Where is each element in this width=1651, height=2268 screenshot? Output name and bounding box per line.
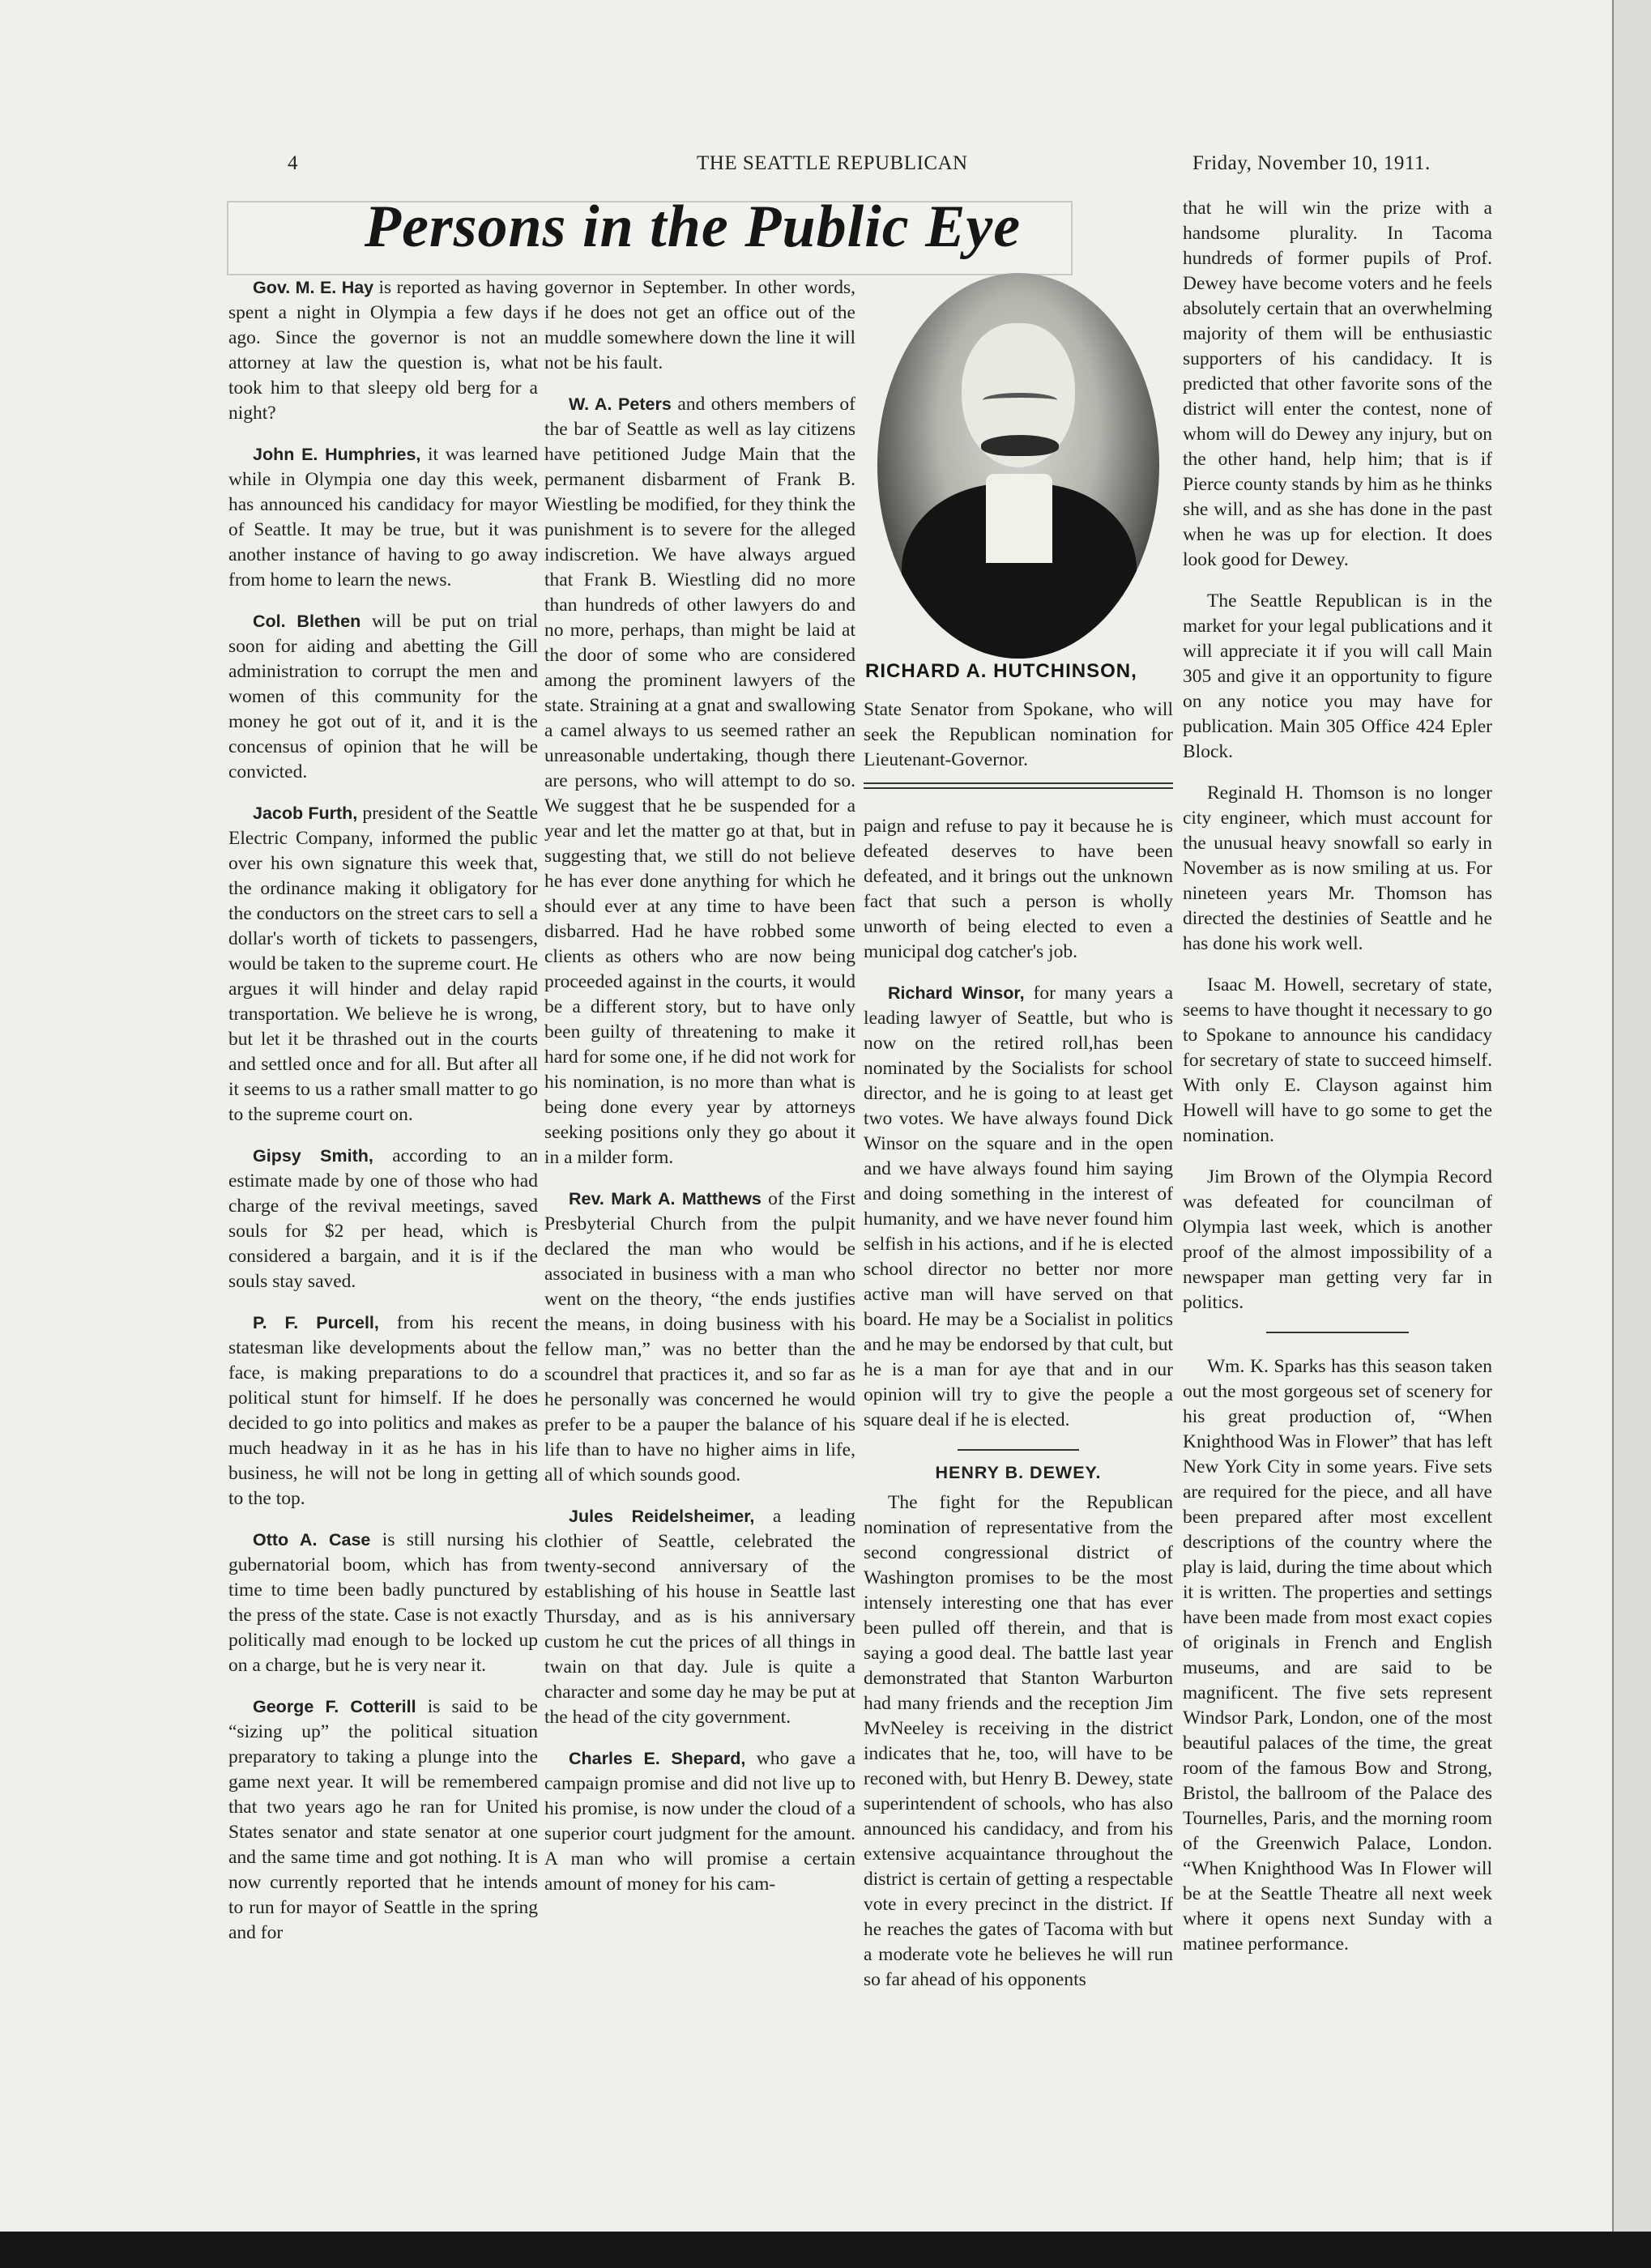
portrait-photo <box>877 273 1159 659</box>
portrait-caption: State Senator from Spokane, who will seek the Republican nomination for Lieutenant-Governor. <box>864 699 1173 770</box>
article-thomson: Reginald H. Thomson is no longer city engineer, which must account for the unusual heavy snowfall so early in November as is now smiling at us. For nineteen years Mr. Thomson has directed the destinies of Seattle and he has done his work well. <box>1183 782 1492 954</box>
paper-name: THE SEATTLE REPUBLICAN <box>697 152 968 174</box>
article-blethen: Col. Blethen will be put on trial soon for aiding and abetting the Gill administration to corrupt the men and women of this community for the money he got out of it, and it is the concensus of opinion that he will be convicted. <box>228 611 538 782</box>
article-cotterill-cont: governor in September. In other words, if he does not get an office out of the muddle somewhere down the line it will not be his fault. <box>544 277 855 373</box>
column-2 <box>544 275 855 1913</box>
article-peters: W. A. Peters and others members of the bar of Seattle as well as lay citizens have petitioned Judge Main that the permanent disbarment of Frank B. Wiestling be modified, for they think the punishment is to severe for the alleged indiscretion. We have always argued that Frank B. Wiestling did no more than hundreds of other lawyers do and no more, perhaps, than might be laid at the door of some who are considered among the prominent lawyers of the state. Straining at a gnat and swallowing a camel always to us seemed rather an unreasonable undertaking, though there are persons, who will attempt to do so. We suggest that he be suspended for a year and let the matter go at that, but in suggesting that, we still do not believe he has ever done anything for which he should ever at any time to have been disbarred. Had he have robbed some clients as others who are now being proceeded against in the courts, it would be a different story, but to have only been guilty of threatening to make it hard for some one, if he did not work for his nomination, is no more than what is being done every year by attorneys seeking positions only they go about it in a milder form. <box>544 394 856 1168</box>
divider <box>958 1449 1079 1451</box>
article-brown: Jim Brown of the Olympia Record was defeated for councilman of Olympia last week, which is another proof of the almost impossibility of a newspaper man getting very far in politics. <box>1183 1166 1492 1313</box>
scan-border <box>0 2232 1651 2268</box>
article-dewey: The fight for the Republican nomination of representative from the second congressional district of Washington promises to be the most intensely interesting one that has ever been pulled off therein, and that is saying a good deal. The battle last year demonstrated that Stanton Warburton had many friends and the reception Jim MvNeeley is receiving in the district indicates that he, too, will have to be reconed with, but Henry B. Dewey, state superintendent of schools, who has also announced his candidacy, and from his extensive acquaintance throughout the district is certain of getting a respectable vote in every precinct in the district. If he reaches the gates of Tacoma with but a moderate vote he believes he will run so far ahead of his opponents <box>864 1492 1173 1990</box>
article-purcell: P. F. Purcell, from his recent statesman like developments about the face, is making preparations to do a political stunt for himself. If he does decided to go into politics and makes as much headway in it as he has in his business, he will not be long in getting to the top. <box>228 1312 538 1509</box>
column-3 <box>864 814 1173 2009</box>
article-sparks: Wm. K. Sparks has this season taken out the most gorgeous set of scenery for his great production of, “When Knighthood Was in Flower” that has left New York City in some years. Five sets are required for the piece, and all have been prepared after most excellent descriptions of the country where the play is laid, during the time about which it is written. The properties and settings have been made from most exact copies of originals in French and English museums, and are said to be magnificent. The five sets represent Windsor Park, London, one of the most beautiful palaces of the time, the great room of the famous Bow and Strong, Bristol, the ballroom of the Palace des Tournelles, Paris, and the morning room of the Greenwich Palace, London. “When Knighthood Was In Flower will be at the Seattle Theatre all next week where it opens next Sunday with a matinee performance. <box>1183 1356 1492 1955</box>
article-smith: Gipsy Smith, according to an estimate made by one of those who had charge of the revival meetings, saved souls for $2 per head, which is considered a bargain, and it is if the souls stay saved. <box>228 1145 539 1292</box>
divider <box>864 787 1173 789</box>
notice-legal: The Seattle Republican is in the market for your legal publications and it will appreciate it if you will call Main 305 and give it an opportunity to figure on any notice you may have for publication. Main 305 Office 424 Epler Block. <box>1183 590 1492 762</box>
article-dewey-cont: that he will win the prize with a handsome plurality. In Tacoma hundreds of former pupils of Prof. Dewey have become voters and he feels absolutely certain that an overwhelming majority of them will be enthusiastic supporters of his candidacy. It is predicted that other favorite sons of the district will enter the contest, none of whom will do Dewey any injury, but on the other hand, help him; that is if Pierce county stands by him as he thinks she will, and as she has done in the past when he was up for election. It does look good for Dewey. <box>1183 198 1492 570</box>
article-winsor: Richard Winsor, for many years a leading lawyer of Seattle, but who is now on the retired roll,has been nominated by the Socialists for school director, and he is going to at least get two votes. We have always found Dick Winsor on the square and in the open and we have always found him saying and doing something in the interest of humanity, and we have never found him selfish in his actions, and if he is elected school director no better nor more active man will have served on that board. He may be a Socialist in politics and he may be endorsed by that cult, but he is a man for aye that and in our opinion will try to give the people a square deal if he is elected. <box>864 983 1173 1430</box>
column-4 <box>1183 196 1492 1973</box>
article-reidelsheimer: Jules Reidelsheimer, a leading clothier of Seattle, celebrated the twenty-second anniversary of the establishing of his house in Seattle last Thursday, and as is his anniversary custom he cut the prices of all things in twain on that day. Jule is quite a character and some day he may be put at the head of the city government. <box>544 1506 855 1728</box>
article-matthews: Rev. Mark A. Matthews of the First Presbyterial Church from the pulpit declared the man who would be associated in business with a man who went on the theory, “the ends justifies the means, in doing business with his fellow man,” was no better than the scoundrel that practices it, and so far as he personally was concerned he would prefer to be a pauper the balance of his life than to have no higher aims in life, all of which sounds good. <box>544 1188 856 1486</box>
article-humphries: John E. Humphries, it was learned while in Olympia one day this week, has announced his candidacy for mayor of Seattle. It may be true, but it was another instance of having to go away from home to learn the news. <box>228 444 538 590</box>
article-furth: Jacob Furth, president of the Seattle Electric Company, informed the public over his own signature this week that, the ordinance making it obligatory for the conductors on the street cars to sell a dollar's worth of tickets to passengers, would be taken to the supreme court. He argues it will hinder and delay rapid transportation. We believe he is wrong, but let it be thrashed out in the courts and settled once and for all. But after all it seems to us a rather small matter to go to the supreme court on. <box>228 803 538 1125</box>
issue-date: Friday, November 10, 1911. <box>1192 152 1431 174</box>
column-1 <box>228 275 538 1962</box>
portrait-name: RICHARD A. HUTCHINSON, <box>865 660 1137 682</box>
divider <box>864 782 1173 784</box>
article-hay: Gov. M. E. Hay is reported as having spent a night in Olympia a few days ago. Since the governor is not an attorney at law the question is, what took him to that sleepy old berg for a night? <box>228 277 538 424</box>
dewey-heading: HENRY B. DEWEY. <box>935 1463 1102 1482</box>
divider <box>1266 1332 1409 1333</box>
section-title: Persons in the Public Eye <box>364 194 1022 260</box>
article-howell: Isaac M. Howell, secretary of state, seems to have thought it necessary to go to Spokane to announce his candidacy for secretary of state to succeed himself. With only E. Clayson against him Howell will have to go some to get the nomination. <box>1183 974 1492 1146</box>
page-number: 4 <box>288 152 298 174</box>
page-edge <box>1612 0 1651 2268</box>
article-shepard-cont: paign and refuse to pay it because he is defeated deserves to have been defeated, and it brings out the unknown fact that such a person is wholly unworth of being elected to even a municipal dog catcher's job. <box>864 816 1173 962</box>
article-case: Otto A. Case is still nursing his gubernatorial boom, which has from time to time been badly punctured by the press of the state. Case is not exactly politically mad enough to be locked up on a charge, but he is very near it. <box>228 1529 538 1676</box>
article-shepard: Charles E. Shepard, who gave a campaign promise and did not live up to his promise, is now under the cloud of a superior court judgment for the amount. A man who will promise a certain amount of money for his cam- <box>544 1748 855 1895</box>
article-cotterill: George F. Cotterill is said to be “sizing up” the political situation preparatory to taking a plunge into the game next year. It will be remembered that two years ago he ran for United States senator and state senator at one and the same time and got nothing. It is now currently reported that he intends to run for mayor of Seattle in the spring and for <box>228 1696 538 1943</box>
